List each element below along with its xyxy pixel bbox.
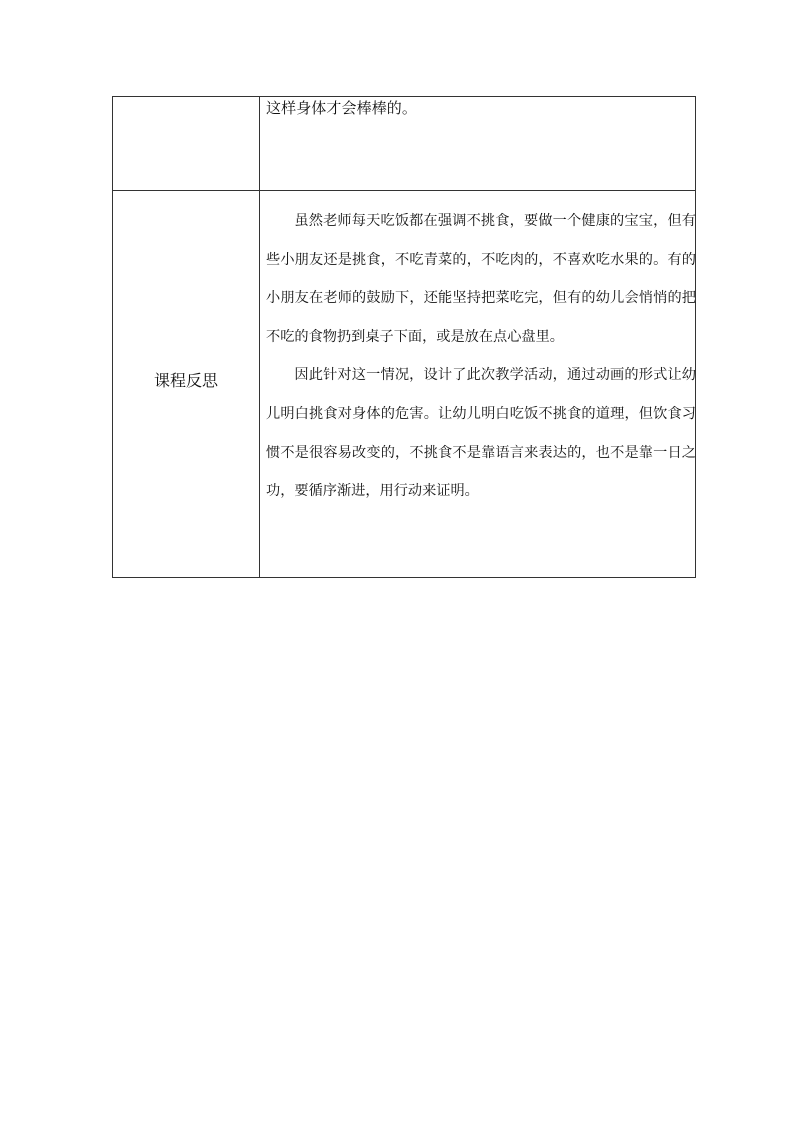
reflection-paragraph: 虽然老师每天吃饭都在强调不挑食，要做一个健康的宝宝，但有些小朋友还是挑食，不吃青菜的，不吃肉的，不喜欢吃水果的。有的小朋友在老师的鼓励下，还能坚持把菜吃完，但有的幼儿会悄悄的把不吃的食物扔到桌子下面，或是放在点心盘里。 [266, 213, 696, 345]
reflection-text [266, 202, 696, 511]
row-content-cell [260, 190, 695, 577]
reflection-paragraph: 因此针对这一情况，设计了此次教学活动，通过动画的形式让幼儿明白挑食对身体的危害。让幼儿明白吃饭不挑食的道理，但饮食习惯不是很容易改变的，不挑食不是靠语言来表达的，也不是靠一日之功，要循序渐进，用行动来证明。 [266, 367, 696, 500]
table-row [113, 97, 695, 191]
row-label-cell [113, 190, 260, 577]
row-content-text: 这样身体才会棒棒的。 [266, 99, 418, 117]
row-content-cell [260, 97, 695, 190]
row-label-cell [113, 97, 260, 190]
table-row [113, 190, 695, 577]
lesson-plan-table [112, 96, 696, 578]
section-label-course-reflection: 课程反思 [153, 371, 218, 390]
